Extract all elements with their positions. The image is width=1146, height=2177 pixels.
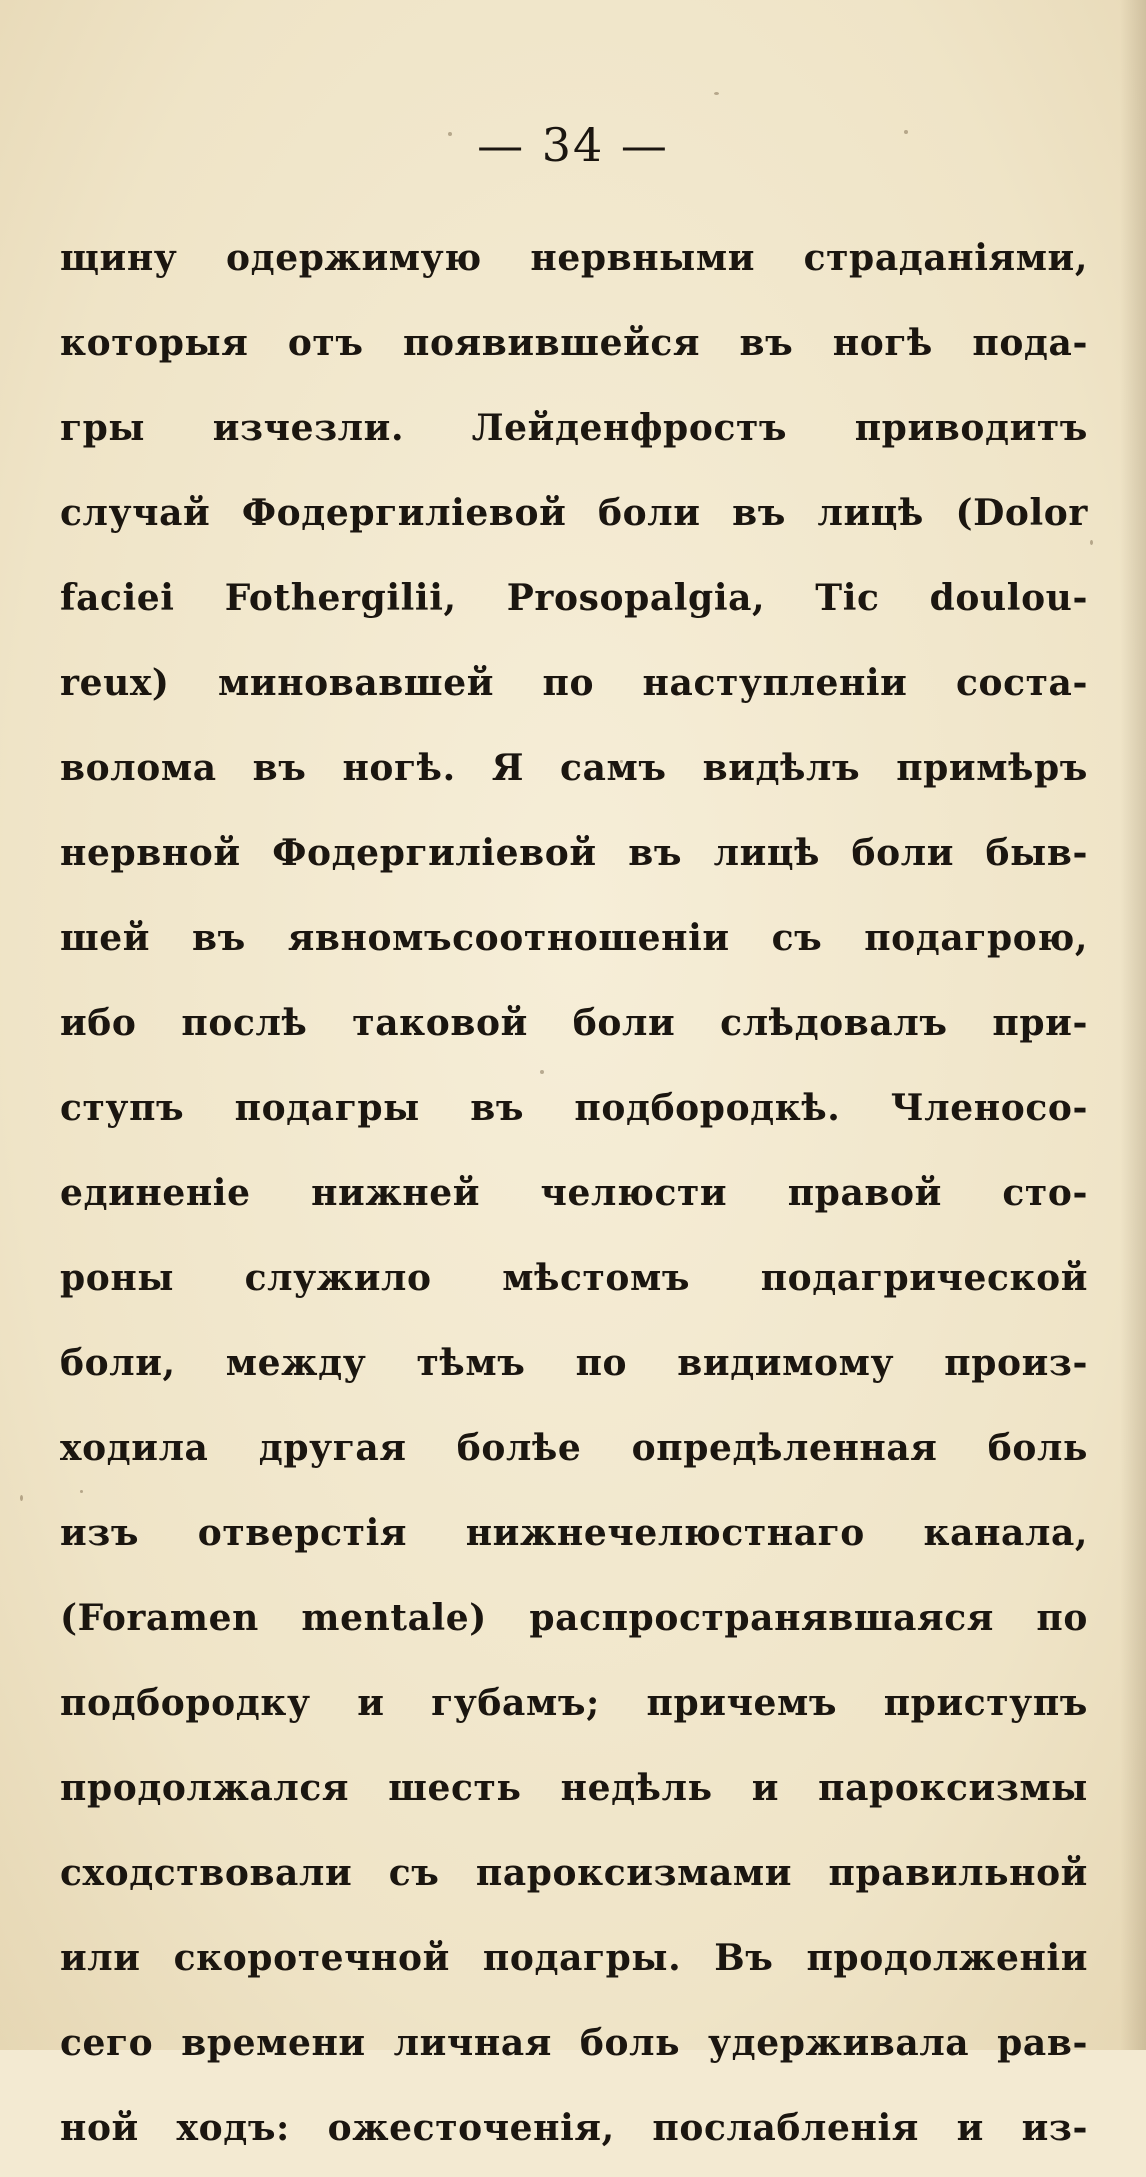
text-line: изъ отверстія нижнечелюстнаго канала, [60,1512,1088,1554]
text-line: волома въ ногѣ. Я самъ видѣлъ примѣръ [60,747,1088,789]
text-line: боли, между тѣмъ по видимому произ- [60,1342,1088,1384]
text-line: гры изчезли. Лейденфростъ приводитъ [60,407,1088,449]
paper-speck [714,92,719,95]
text-line: подбородку и губамъ; причемъ приступъ [60,1682,1088,1724]
paper-speck [904,130,908,134]
page-edge-shadow [1120,0,1146,2050]
text-line: нервной Фодергиліевой въ лицѣ боли быв- [60,832,1088,874]
text-line: ступъ подагры въ подбородкѣ. Членосо- [60,1087,1088,1129]
paper-speck [540,1070,544,1074]
text-line: продолжался шесть недѣль и пароксизмы [60,1767,1088,1809]
text-line: роны служило мѣстомъ подагрической [60,1257,1088,1299]
text-line: или скоротечной подагры. Въ продолженіи [60,1937,1088,1979]
text-line: случай Фодергиліевой боли въ лицѣ (Dolor [60,492,1088,534]
text-line: ной ходъ: ожесточенія, послабленія и из- [60,2107,1088,2149]
text-line: ходила другая болѣе опредѣленная боль [60,1427,1088,1469]
text-line: которыя отъ появившейся въ ногѣ пода- [60,322,1088,364]
paper-speck [20,1495,23,1501]
text-line: ибо послѣ таковой боли слѣдовалъ при- [60,1002,1088,1044]
text-line: reux) миновавшей по наступленіи соста- [60,662,1088,704]
text-line: сходствовали съ пароксизмами правильной [60,1852,1088,1894]
paper-speck [448,132,452,136]
paper-speck [620,760,623,763]
text-line: единеніе нижней челюсти правой сто- [60,1172,1088,1214]
body-text [60,222,1088,2177]
text-line: faciei Fothergilii, Prosopalgia, Tic doulou- [60,577,1088,619]
paper-speck [80,1490,83,1493]
paper-speck [1090,540,1093,545]
text-line: сего времени личная боль удерживала рав- [60,2022,1088,2064]
text-line: (Foramen mentale) распространявшаяся по [60,1597,1088,1639]
text-line: щину одержимую нервными страданіями, [60,237,1088,279]
page-number: — 34 — [477,118,669,172]
text-line: шей въ явномъсоотношеніи съ подагрою, [60,917,1088,959]
